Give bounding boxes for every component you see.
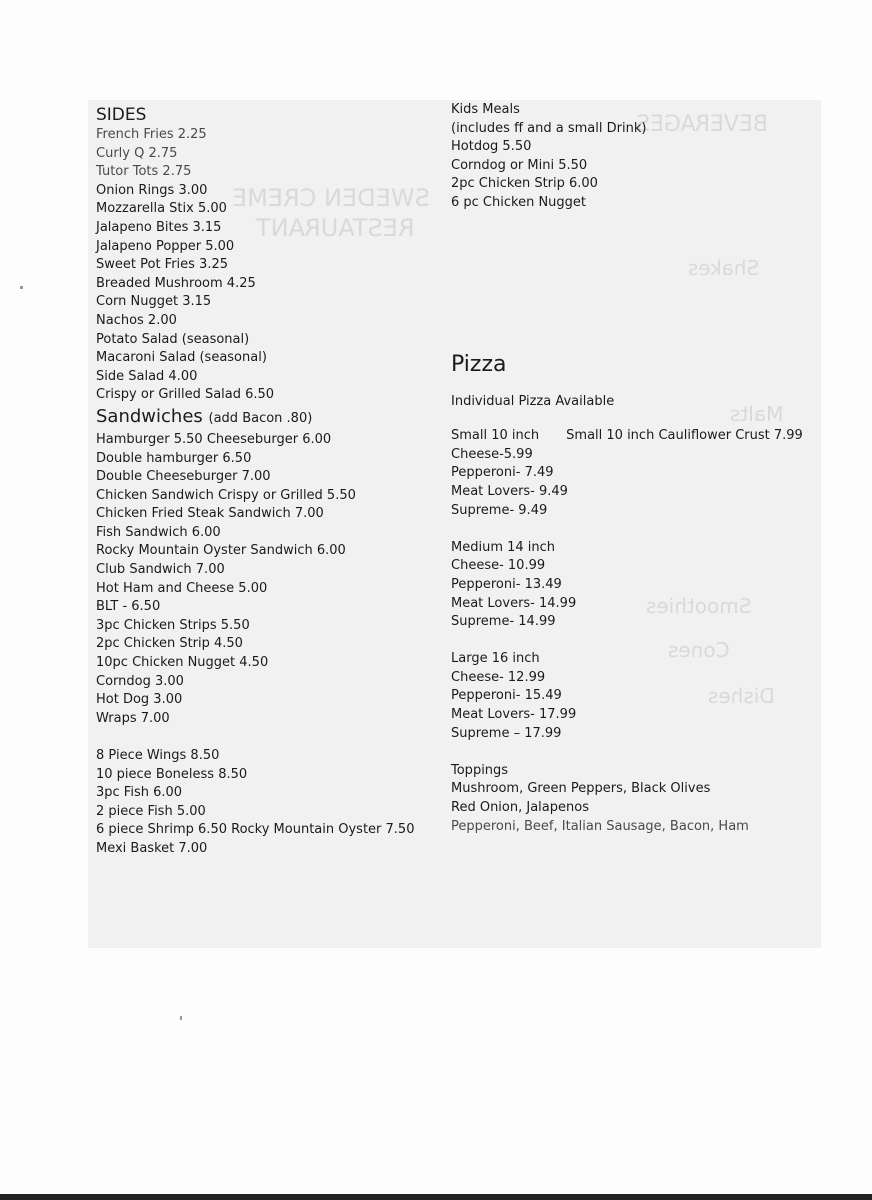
list-item: 10 piece Boneless 8.50 xyxy=(96,766,248,782)
sides-title: SIDES xyxy=(96,105,147,125)
list-item: 2 piece Fish 5.00 xyxy=(96,803,206,819)
kids-list xyxy=(451,138,831,212)
list-item: Macaroni Salad (seasonal) xyxy=(96,350,267,366)
medium-pizza-list xyxy=(451,557,831,631)
list-item: Cheese- 10.99 xyxy=(451,558,546,574)
list-item: 6 pc Chicken Nugget xyxy=(451,194,587,210)
ghost-heading: Shakes xyxy=(688,256,760,280)
list-item: Side Salad 4.00 xyxy=(96,368,198,384)
list-item: Curly Q 2.75 xyxy=(96,145,178,161)
list-item: 3pc Chicken Strips 5.50 xyxy=(96,617,250,633)
pizza-availability: Individual Pizza Available xyxy=(451,393,615,409)
list-item: Hamburger 5.50 Cheeseburger 6.00 xyxy=(96,431,332,447)
list-item: Hot Ham and Cheese 5.00 xyxy=(96,580,268,596)
ghost-heading: Smoothies xyxy=(646,594,752,618)
list-item: Meat Lovers- 17.99 xyxy=(451,707,577,723)
spacer xyxy=(451,520,831,539)
ghost-heading: Dishes xyxy=(708,684,775,708)
large-size-label: Large 16 inch xyxy=(451,651,540,667)
list-item: 2pc Chicken Strip 4.50 xyxy=(96,636,243,652)
large-pizza-list xyxy=(451,669,831,743)
list-item: BLT - 6.50 xyxy=(96,599,161,615)
list-item: French Fries 2.25 xyxy=(96,127,207,142)
right-column xyxy=(451,101,831,836)
list-item: Mozzarella Stix 5.00 xyxy=(96,201,227,217)
list-item: Chicken Sandwich Crispy or Grilled 5.50 xyxy=(96,487,356,503)
small-size-label: Small 10 inch xyxy=(451,428,540,444)
spacer xyxy=(451,632,831,651)
list-item: Sweet Pot Fries 3.25 xyxy=(96,257,229,273)
list-item: Jalapeno Bites 3.15 xyxy=(96,219,222,235)
sandwiches-title: Sandwiches xyxy=(96,405,203,427)
ghost-heading: SWEDEN CREME xyxy=(232,184,430,212)
list-item: 8 Piece Wings 8.50 xyxy=(96,748,220,763)
left-column xyxy=(96,104,441,859)
scan-edge xyxy=(0,1194,872,1200)
list-item: Fish Sandwich 6.00 xyxy=(96,524,221,540)
sandwiches-heading xyxy=(96,405,441,431)
list-item: Wraps 7.00 xyxy=(96,710,170,726)
scan-speck xyxy=(20,286,23,289)
ghost-heading: Cones xyxy=(668,638,730,662)
list-item: Supreme- 9.49 xyxy=(451,502,548,518)
list-item: Pepperoni- 7.49 xyxy=(451,465,554,481)
list-item: Pepperoni, Beef, Italian Sausage, Bacon, Ham xyxy=(451,818,749,834)
baskets-list xyxy=(96,747,441,859)
spacer xyxy=(451,743,831,762)
kids-note: (includes ff and a small Drink) xyxy=(451,120,647,136)
list-item: Corndog 3.00 xyxy=(96,673,184,689)
cauliflower-crust: Small 10 inch Cauliflower Crust 7.99 xyxy=(566,428,803,444)
ghost-heading: BEVERAGES xyxy=(636,112,768,137)
toppings-list xyxy=(451,780,831,836)
list-item: 2pc Chicken Strip 6.00 xyxy=(451,176,598,192)
small-pizza-list xyxy=(451,446,831,520)
list-item: 6 piece Shrimp 6.50 Rocky Mountain Oyster 7.50 xyxy=(96,822,415,838)
bacon-note: (add Bacon .80) xyxy=(208,410,313,426)
list-item: Supreme- 14.99 xyxy=(451,614,556,630)
list-item: Jalapeno Popper 5.00 xyxy=(96,238,235,254)
list-item: Crispy or Grilled Salad 6.50 xyxy=(96,387,275,403)
list-item: Nachos 2.00 xyxy=(96,312,177,328)
scan-speck xyxy=(180,1016,182,1020)
list-item: Hotdog 5.50 xyxy=(451,139,532,155)
list-item: Pepperoni- 15.49 xyxy=(451,688,562,704)
list-item: Mushroom, Green Peppers, Black Olives xyxy=(451,781,711,797)
list-item: Double Cheeseburger 7.00 xyxy=(96,469,271,485)
list-item: Cheese- 12.99 xyxy=(451,669,546,685)
ghost-heading: Malts xyxy=(730,402,784,426)
list-item: Tutor Tots 2.75 xyxy=(96,164,192,180)
list-item: Club Sandwich 7.00 xyxy=(96,562,225,578)
toppings-title: Toppings xyxy=(451,762,509,778)
list-item: Cheese-5.99 xyxy=(451,446,533,462)
ghost-heading: RESTAURANT xyxy=(256,214,415,242)
list-item: Meat Lovers- 14.99 xyxy=(451,595,577,611)
list-item: Chicken Fried Steak Sandwich 7.00 xyxy=(96,506,324,522)
list-item: Potato Salad (seasonal) xyxy=(96,331,250,347)
medium-size-label: Medium 14 inch xyxy=(451,539,556,555)
list-item: 3pc Fish 6.00 xyxy=(96,785,183,801)
sides-list xyxy=(96,126,441,405)
spacer xyxy=(96,728,441,747)
sandwiches-list xyxy=(96,431,441,729)
list-item: 10pc Chicken Nugget 4.50 xyxy=(96,655,269,671)
kids-title: Kids Meals xyxy=(451,102,520,117)
list-item: Corn Nugget 3.15 xyxy=(96,294,212,310)
list-item: Breaded Mushroom 4.25 xyxy=(96,275,256,291)
pizza-title: Pizza xyxy=(451,351,507,377)
list-item: Hot Dog 3.00 xyxy=(96,692,183,708)
list-item: Onion Rings 3.00 xyxy=(96,182,208,198)
list-item: Red Onion, Jalapenos xyxy=(451,800,589,816)
small-pizza-header xyxy=(451,427,831,446)
list-item: Mexi Basket 7.00 xyxy=(96,840,208,856)
list-item: Corndog or Mini 5.50 xyxy=(451,157,588,173)
list-item: Meat Lovers- 9.49 xyxy=(451,483,568,499)
list-item: Rocky Mountain Oyster Sandwich 6.00 xyxy=(96,543,346,559)
list-item: Pepperoni- 13.49 xyxy=(451,576,562,592)
list-item: Supreme – 17.99 xyxy=(451,725,562,741)
list-item: Double hamburger 6.50 xyxy=(96,450,252,466)
